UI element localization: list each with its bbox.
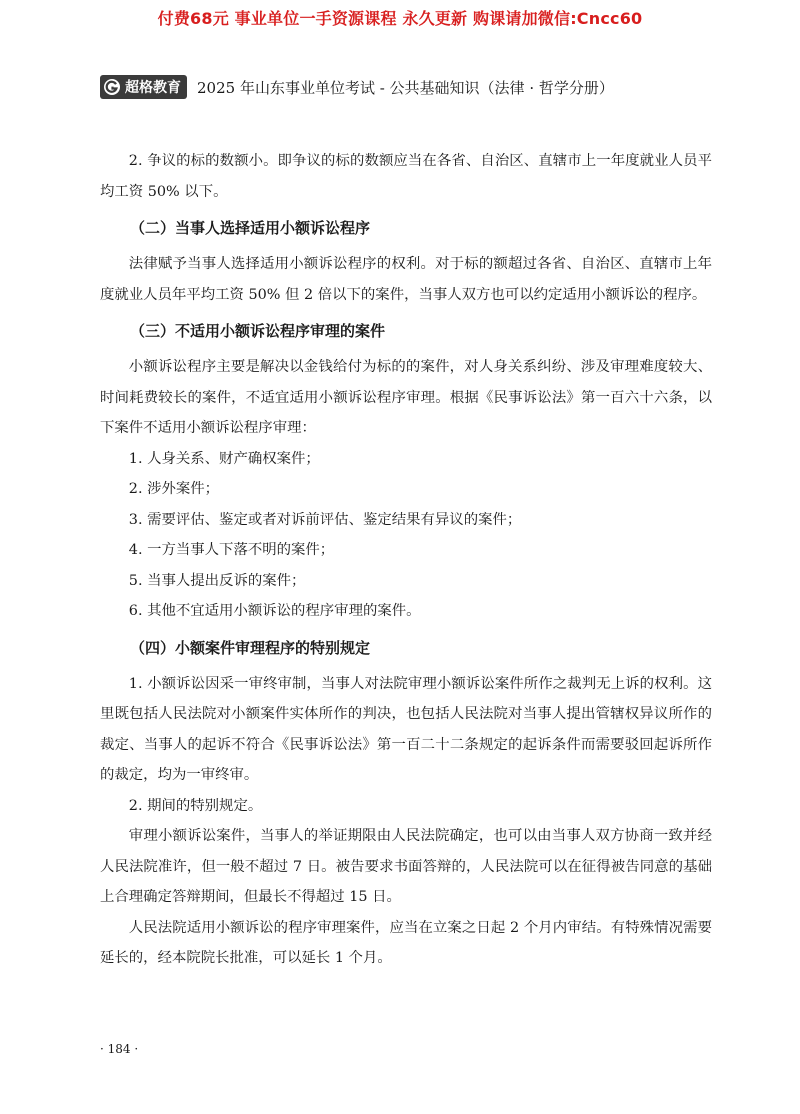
paragraph: 小额诉讼程序主要是解决以金钱给付为标的的案件，对人身关系纠纷、涉及审理难度较大、时间耗费较长的案件，不适宜适用小额诉讼程序审理。根据《民事诉讼法》第一百六十六条，以下案件不适用小额诉讼程序审理： — [100, 359, 712, 436]
logo-g-icon — [103, 78, 121, 96]
list-item: 4. 一方当事人下落不明的案件； — [128, 542, 335, 558]
paragraph: 2. 期间的特别规定。 — [128, 797, 263, 814]
page-number: · 184 · — [100, 1042, 139, 1056]
header-title: 2025 年山东事业单位考试 - 公共基础知识（法律 · 哲学分册） — [197, 78, 614, 97]
paragraph: 1. 小额诉讼因采一审终审制，当事人对法院审理小额诉讼案件所作之裁判无上诉的权利。这里既包括人民法院对小额案件实体所作的判决，也包括人民法院对当事人提出管辖权异议所作的裁定、当事人的起诉不符合《民事诉讼法》第一百二十二条规定的起诉条件而需要驳回起诉所作的裁定，均为一审终审。 — [100, 675, 712, 783]
page-header — [100, 74, 720, 100]
paragraph: 审理小额诉讼案件，当事人的举证期限由人民法院确定，也可以由当事人双方协商一致并经人民法院准许，但一般不超过 7 日。被告要求书面答辩的，人民法院可以在征得被告同意的基础上合理确定答辩期间，但最长不得超过 15 日。 — [100, 828, 712, 905]
list-item: 6. 其他不宜适用小额诉讼的程序审理的案件。 — [128, 603, 421, 619]
list-item: 2. 涉外案件； — [128, 481, 220, 497]
section-heading: （四）小额案件审理程序的特别规定 — [130, 638, 371, 657]
list-item: 1. 人身关系、财产确权案件； — [128, 450, 320, 467]
paragraph: 法律赋予当事人选择适用小额诉讼程序的权利。对于标的额超过各省、自治区、直辖市上年度就业人员年平均工资 50% 但 2 倍以下的案件，当事人双方也可以约定适用小额诉讼的程序。 — [100, 256, 712, 303]
paragraph: 人民法院适用小额诉讼的程序审理案件，应当在立案之日起 2 个月内审结。有特殊情况需要延长的，经本院院长批准，可以延长 1 个月。 — [100, 919, 712, 966]
section-heading: （二）当事人选择适用小额诉讼程序 — [130, 219, 371, 237]
section-heading: （三）不适用小额诉讼程序审理的案件 — [130, 322, 386, 340]
list-item: 5. 当事人提出反诉的案件； — [128, 572, 306, 589]
promo-banner: 付费68元 事业单位一手资源课程 永久更新 购课请加微信:Cncc60 — [157, 9, 643, 28]
paragraph: 2. 争议的标的数额小。即争议的标的数额应当在各省、自治区、直辖市上一年度就业人员平均工资 50% 以下。 — [100, 153, 712, 200]
publisher-logo — [100, 75, 187, 99]
list-item: 3. 需要评估、鉴定或者对诉前评估、鉴定结果有异议的案件； — [128, 511, 522, 528]
logo-text: 超格教育 — [125, 80, 181, 96]
document-body — [100, 146, 712, 974]
